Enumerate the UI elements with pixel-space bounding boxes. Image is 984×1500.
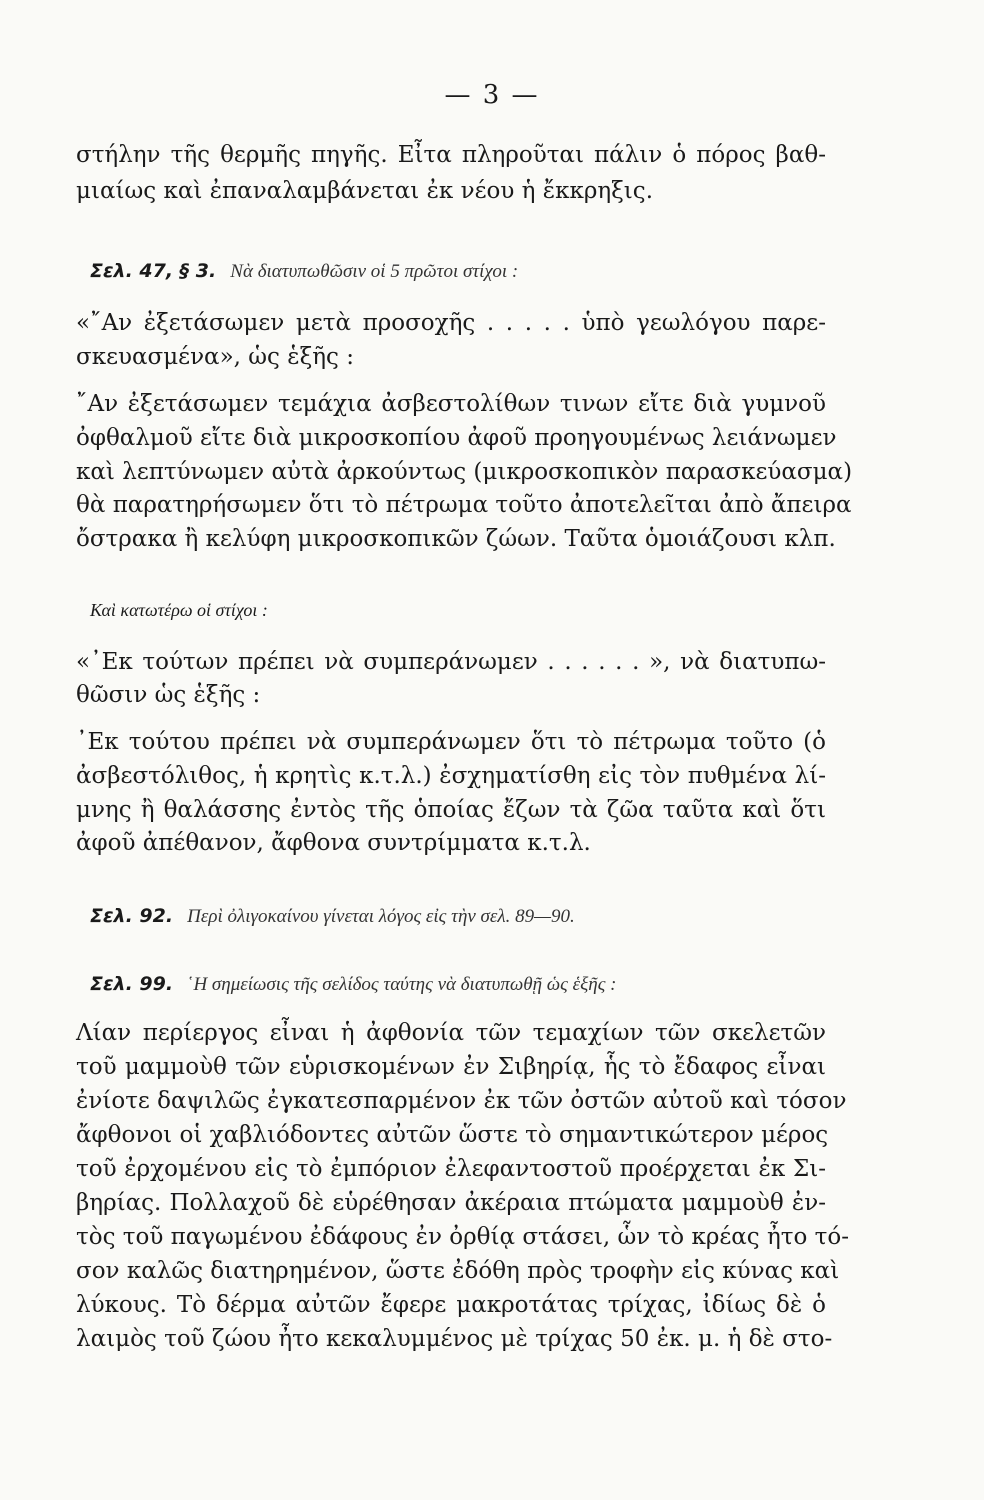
text-line: τοῦ μαμμοὺθ τῶν εὑρισκομένων ἐν Σιβηρίᾳ, ἧς τὸ ἔδαφος εἶναι [76,1054,826,1080]
page-reference: Σελ. 99. [90,973,174,995]
editorial-note [90,258,518,285]
text-line: μνης ἢ θαλάσσης ἐντὸς τῆς ὁποίας ἔζων τὰ ζῶα ταῦτα καὶ ὅτι [76,797,826,823]
text-line: θὰ παρατηρήσωμεν ὅτι τὸ πέτρωμα τοῦτο ἀποτελεῖται ἀπὸ ἄπειρα [76,492,852,518]
editorial-note [90,971,616,998]
editorial-note [90,903,575,930]
text-line: ἀφοῦ ἀπέθανον, ἄφθονα συντρίμματα κ.τ.λ. [76,830,591,856]
text-line: θῶσιν ὡς ἑξῆς : [76,682,261,708]
text-line: «῎Αν ἐξετάσωμεν μετὰ προσοχῆς . . . . . ὑπὸ γεωλόγου παρε- [76,310,826,336]
text-line: λύκους. Τὸ δέρμα αὐτῶν ἔφερε μακροτάτας τρίχας, ἰδίως δὲ ὁ [76,1292,826,1318]
note-text: ῾Η σημείωσις τῆς σελίδος ταύτης νὰ διατυπωθῇ ὡς ἑξῆς : [187,974,617,995]
text-line: ἄφθονοι οἱ χαβλιόδοντες αὐτῶν ὥστε τὸ σημαντικώτερον μέρος [76,1122,829,1148]
text-line: τὸς τοῦ παγωμένου ἐδάφους ἐν ὀρθίᾳ στάσει, ὧν τὸ κρέας ἦτο τό- [76,1224,850,1250]
note-text: Περὶ ὀλιγοκαίνου γίνεται λόγος εἰς τὴν σελ. 89—90. [187,906,575,927]
text-line: σκευασμένα», ὡς ἑξῆς : [76,344,354,370]
text-line: καὶ λεπτύνωμεν αὐτὰ ἀρκούντως (μικροσκοπικὸν παρασκεύασμα) [76,459,853,485]
text-line: ὀφθαλμοῦ εἴτε διὰ μικροσκοπίου ἀφοῦ προηγουμένως λειάνωμεν [76,425,837,451]
page-number: — 3 — [444,80,540,110]
text-line: «᾽Εκ τούτων πρέπει νὰ συμπεράνωμεν . . . . . . », νὰ διατυπω- [76,649,826,675]
note-text: Νὰ διατυπωθῶσιν οἱ 5 πρῶτοι στίχοι : [230,261,519,282]
text-line: Λίαν περίεργος εἶναι ἡ ἀφθονία τῶν τεμαχίων τῶν σκελετῶν [76,1020,826,1046]
text-line: βηρίας. Πολλαχοῦ δὲ εὑρέθησαν ἀκέραια πτώματα μαμμοὺθ ἐν- [76,1190,826,1216]
text-line: ὄστρακα ἢ κελύφη μικροσκοπικῶν ζώων. Ταῦτα ὁμοιάζουσι κλπ. [76,526,836,552]
text-line: μιαίως καὶ ἐπαναλαμβάνεται ἐκ νέου ἡ ἔκκρηξις. [76,178,653,204]
text-line: σον καλῶς διατηρημένον, ὥστε ἐδόθη πρὸς τροφὴν εἰς κύνας καὶ [76,1258,840,1284]
text-line: τοῦ ἐρχομένου εἰς τὸ ἐμπόριον ἐλεφαντοστοῦ προέρχεται ἐκ Σι- [76,1156,826,1182]
text-line: ἐνίοτε δαψιλῶς ἐγκατεσπαρμένον ἐκ τῶν ὀστῶν αὐτοῦ καὶ τόσον [76,1088,847,1114]
text-line: στήλην τῆς θερμῆς πηγῆς. Εἶτα πληροῦται πάλιν ὁ πόρος βαθ- [76,142,826,168]
page-reference: Σελ. 92. [90,905,174,927]
text-line: λαιμὸς τοῦ ζώου ἦτο κεκαλυμμένος μὲ τρίχας 50 ἐκ. μ. ἡ δὲ στο- [76,1326,833,1352]
editorial-note: Καὶ κατωτέρω οἱ στίχοι : [90,600,268,620]
text-line: ᾽Εκ τούτου πρέπει νὰ συμπεράνωμεν ὅτι τὸ πέτρωμα τοῦτο (ὁ [76,729,826,755]
text-line: ῎Αν ἐξετάσωμεν τεμάχια ἀσβεστολίθων τινων εἴτε διὰ γυμνοῦ [76,391,826,417]
text-line: ἀσβεστόλιθος, ἡ κρητὶς κ.τ.λ.) ἐσχηματίσθη εἰς τὸν πυθμένα λί- [76,763,826,789]
page-reference: Σελ. 47, § 3. [90,260,217,282]
